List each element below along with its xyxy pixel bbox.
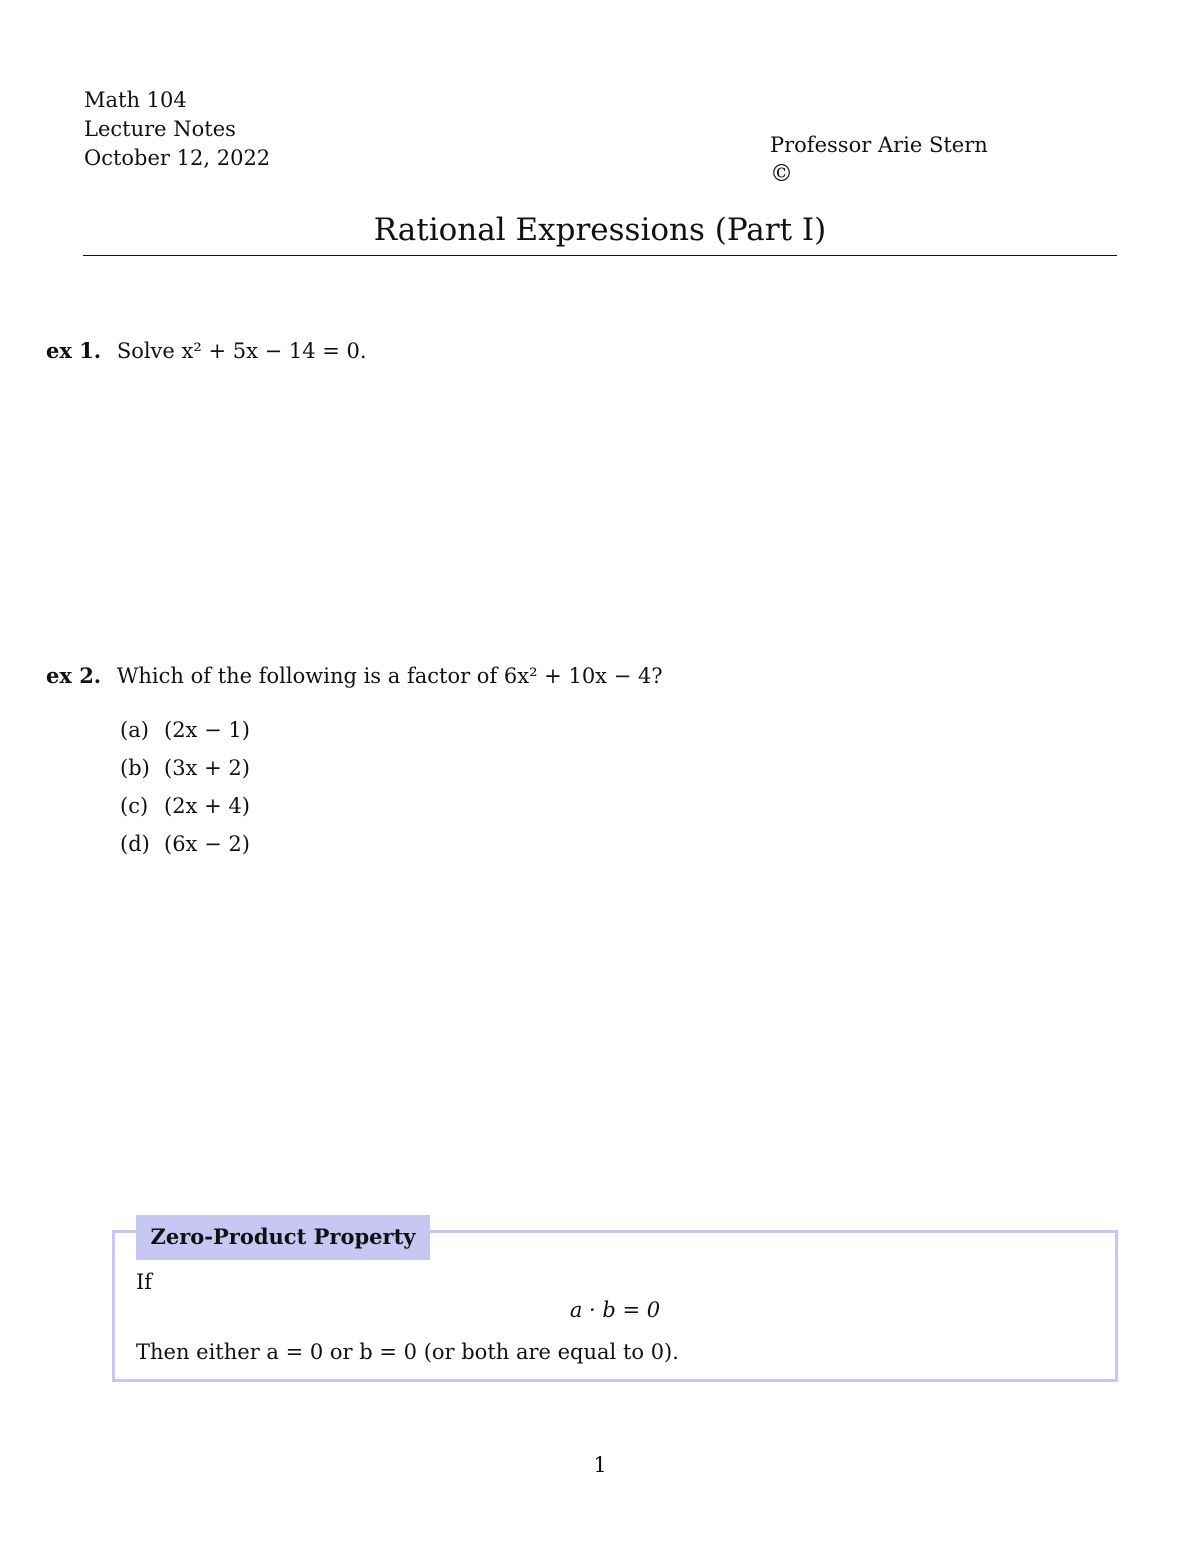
page-number: 1 [593,1453,607,1477]
choice-a [120,711,250,749]
choice-text: (6x − 2) [164,832,250,856]
page-title: Rational Expressions (Part I) [373,212,827,248]
definition-if-text: If [136,1270,153,1294]
title-rule [83,255,1117,256]
exercise-label: ex 2. [46,663,102,688]
answer-choices [120,711,250,863]
copyright-symbol: © [770,161,793,187]
header-left [84,86,270,173]
choice-d [120,825,250,863]
exercise-1 [46,338,367,363]
definition-box-title: Zero-Product Property [136,1215,430,1260]
lecture-date: October 12, 2022 [84,146,271,170]
professor-name: Professor Arie Stern [770,133,988,157]
choice-b [120,749,250,787]
exercise-2 [46,663,663,688]
exercise-text: Which of the following is a factor of 6x² + 10x − 4? [116,664,663,688]
choice-text: (3x + 2) [164,756,250,780]
exercise-label: ex 1. [46,338,102,363]
choice-text: (2x − 1) [164,718,250,742]
choice-letter: (a) [120,718,149,742]
course-name: Math 104 [84,88,187,112]
choice-letter: (d) [120,832,150,856]
exercise-text: Solve x² + 5x − 14 = 0. [116,339,367,363]
definition-then-text: Then either a = 0 or b = 0 (or both are equal to 0). [136,1340,679,1364]
choice-text: (2x + 4) [164,794,250,818]
choice-letter: (c) [120,794,149,818]
choice-letter: (b) [120,756,150,780]
document-type: Lecture Notes [84,117,236,141]
choice-c [120,787,250,825]
definition-equation: a · b = 0 [569,1298,661,1322]
header-right [770,131,988,189]
